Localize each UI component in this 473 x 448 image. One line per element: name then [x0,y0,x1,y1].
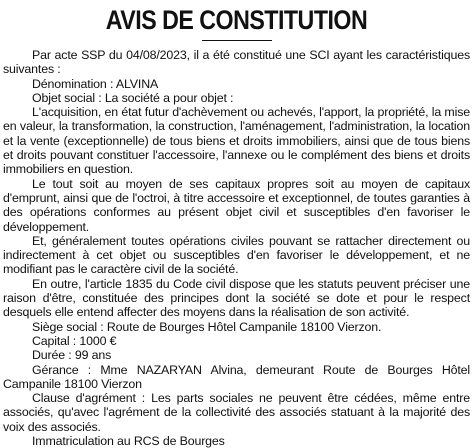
paragraph-clause-agrement: Clause d'agrément : Les parts sociales ne peuvent être cédées, même entre associés, qu'avec l'agrément de la collectivité des associés statuant à la majorité des voix des associés. [3,391,470,434]
paragraph-denomination: Dénomination : ALVINA [32,76,159,91]
paragraph-raison-d-etre: En outre, l'article 1835 du Code civil dispose que les statuts peuvent préciser une raison d'être, constituée des principes dont la société se dote et pour le respect desquels elle entend affecter des moyens dans la réalisation de son activité. [3,276,470,320]
paragraph-objet-social: Objet social : La société a pour objet : [32,90,234,105]
paragraph-intro: Par acte SSP du 04/08/2023, il a été constitué une SCI ayant les caractéristiques suivantes : [3,48,470,77]
paragraph-duree: Durée : 99 ans [32,348,112,363]
paragraph-siege-social: Siège social : Route de Bourges Hôtel Campanile 18100 Vierzon. [32,319,382,334]
paragraph-immatriculation: Immatriculation au RCS de Bourges [32,434,225,448]
paragraph-operations: Et, généralement toutes opérations civiles pouvant se rattacher directement ou indirectement à cet objet ou susceptibles d'en favoriser le développement, et ne modifiant pas le caractère civil de la société. [3,233,470,277]
notice-title: AVIS DE CONSTITUTION [105,5,368,35]
paragraph-capital: Capital : 1000 € [32,333,117,348]
paragraph-capitaux: Le tout soit au moyen de ses capitaux propres soit au moyen de capitaux d'emprunt, ainsi que de l'octroi, à titre accessoire et exceptionnel, de toutes garanties à des opérations conformes au présent objet civil et susceptibles d'en favoriser le développement. [3,176,470,234]
paragraph-objet-detail: L'acquisition, en état futur d'achèvement ou achevés, l'apport, la propriété, la mise en valeur, la transformation, la construction, l'aménagement, l'administration, la location et la vente (exceptionnelle) de tous biens et droits immobiliers, ainsi que de tous biens et droits pouvant constituer l'accessoire, l'annexe ou le complément des biens et droits immobiliers en question. [3,105,470,177]
title-divider [202,40,272,41]
notice-body [0,48,473,448]
paragraph-gerance: Gérance : Mme NAZARYAN Alvina, demeurant Route de Bourges Hôtel Campanile 18100 Vierzon [3,362,470,391]
